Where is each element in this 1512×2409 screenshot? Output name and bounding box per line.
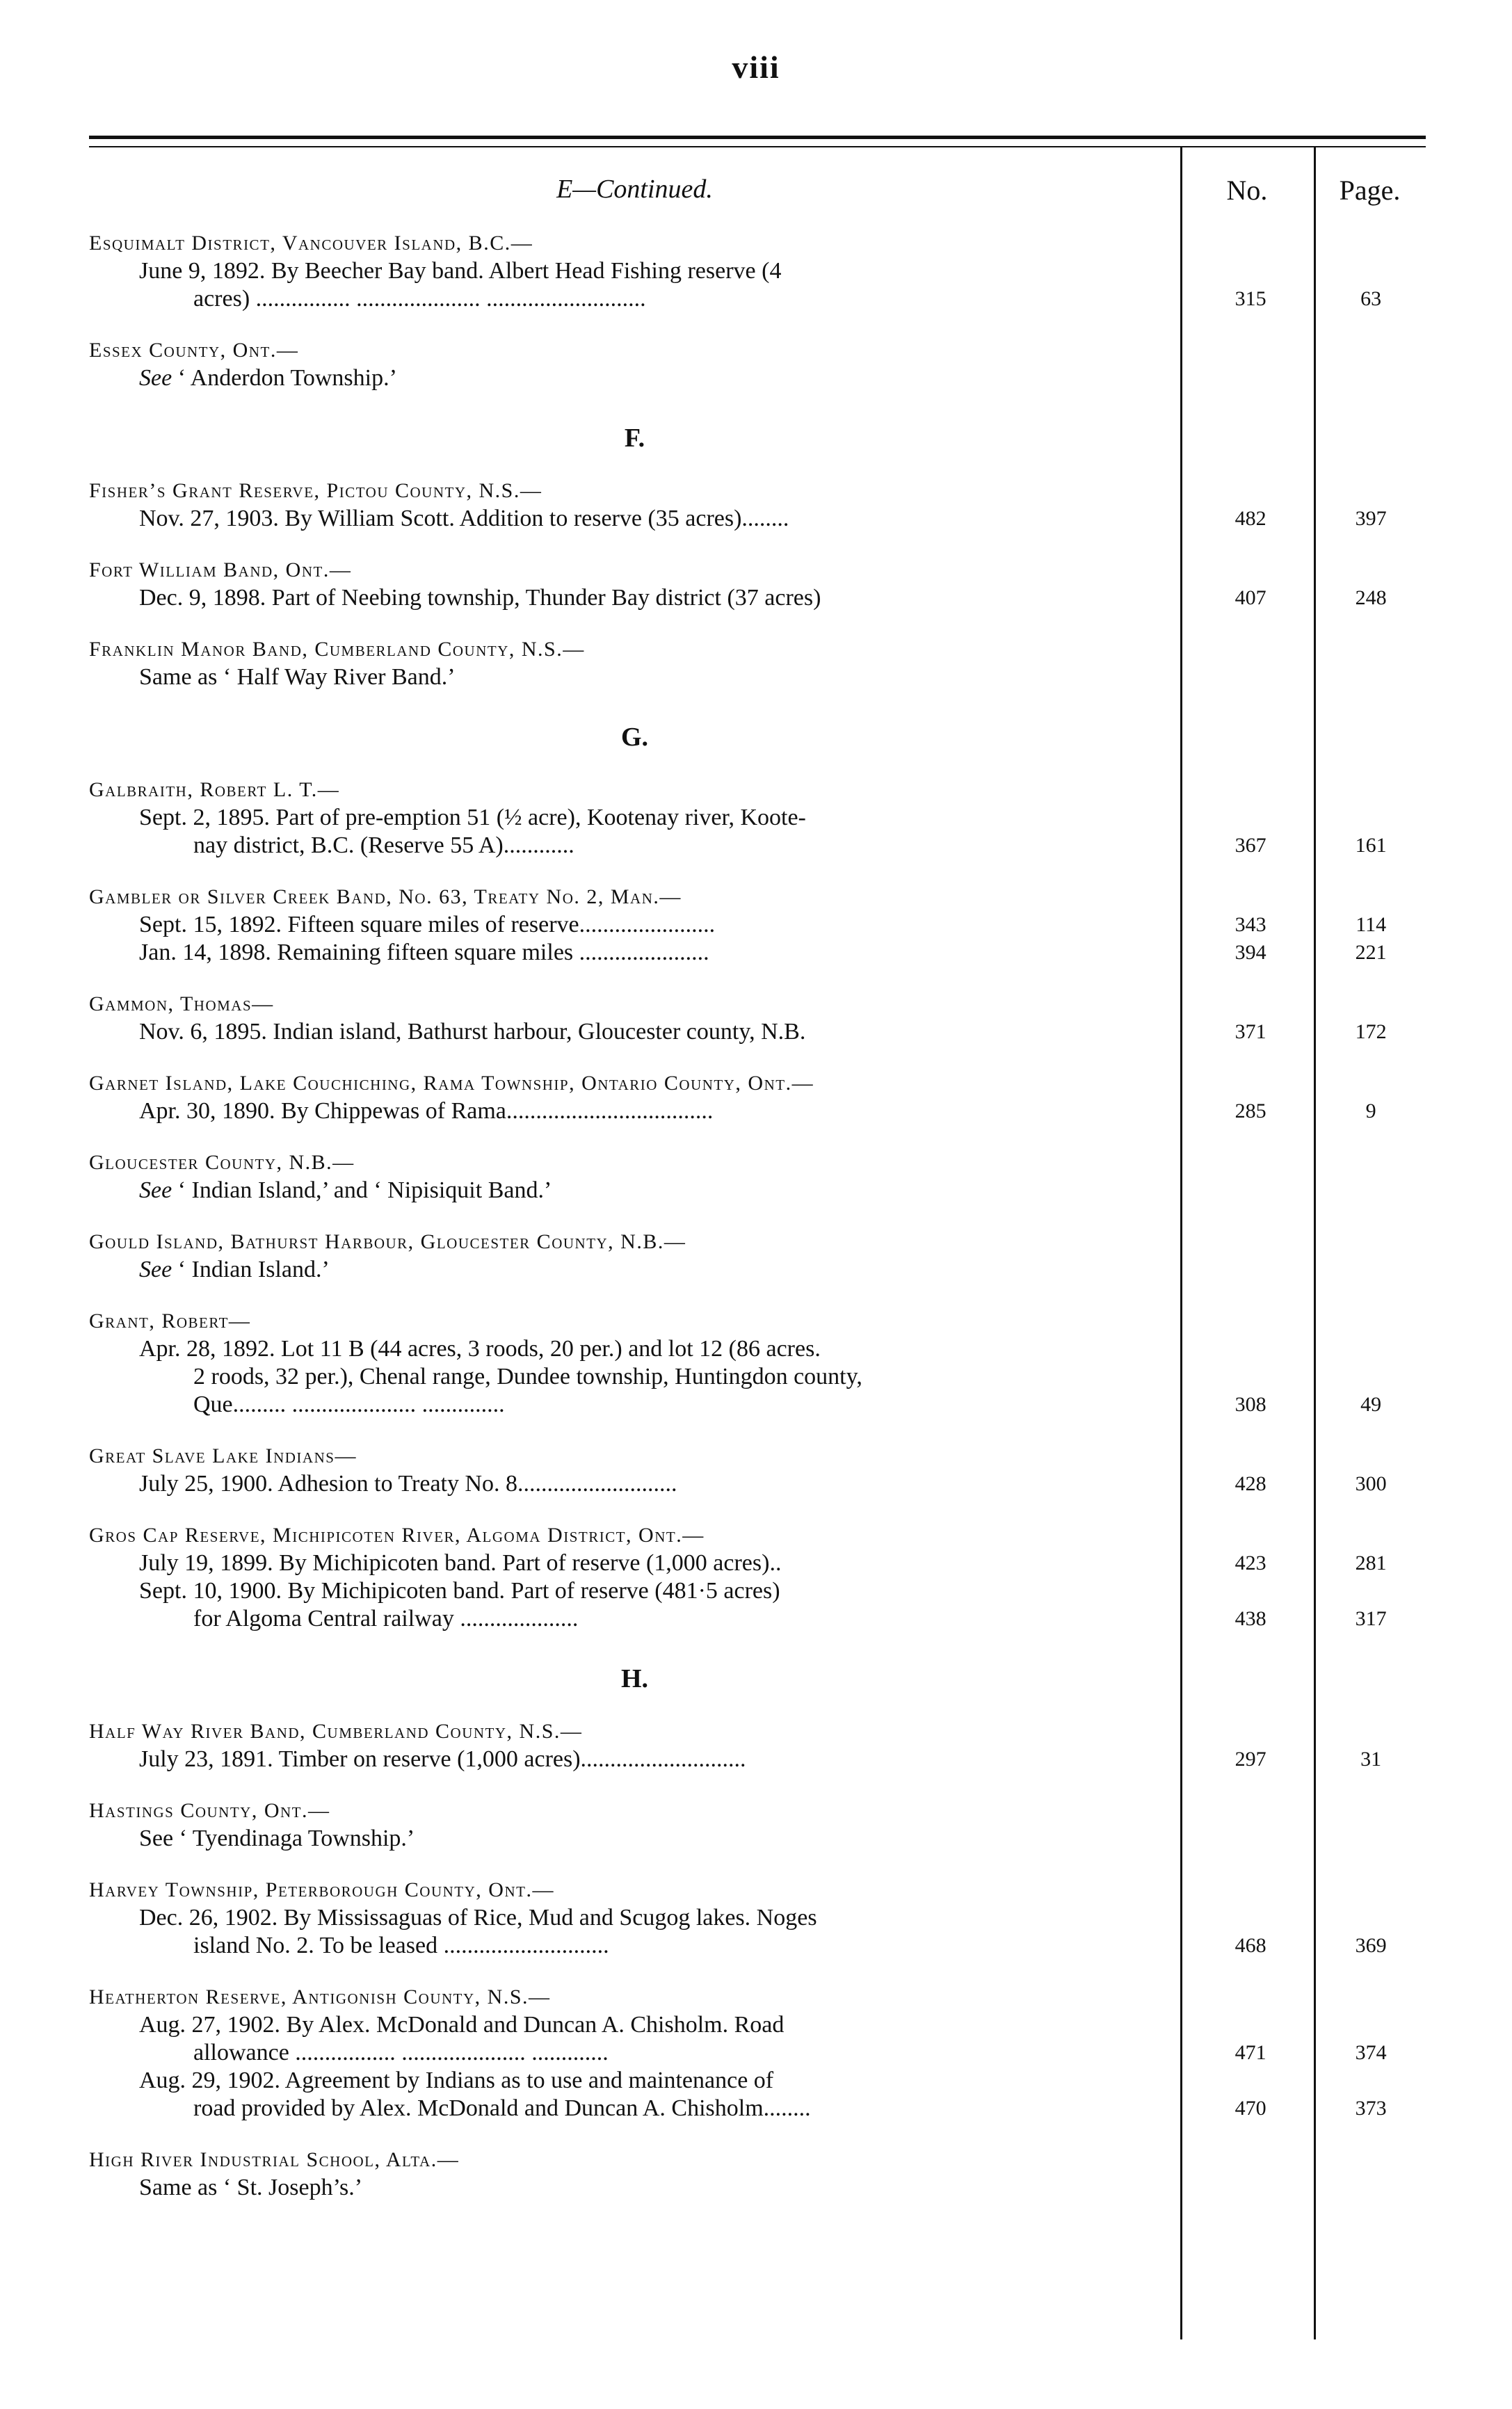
- index-entry: [89, 776, 1426, 860]
- entry-line: [89, 1577, 1426, 1633]
- index-entry: [89, 1307, 1426, 1419]
- entry-text: [89, 2067, 1185, 2122]
- document-number: 343: [1234, 913, 1266, 936]
- page-reference: 374: [1355, 2041, 1387, 2064]
- column-header: [89, 174, 1426, 229]
- entry-line: [89, 2011, 1426, 2067]
- entry-description: June 9, 1892. By Beecher Bay band. Albert Head Fishing reserve (4: [139, 258, 782, 284]
- entry-text: [89, 1577, 1185, 1633]
- entry-text: [89, 804, 1185, 860]
- index-entry: [89, 337, 1426, 392]
- page-number: viii: [732, 49, 780, 85]
- page-reference: 161: [1355, 834, 1387, 857]
- entry-line: [89, 1549, 1426, 1577]
- page-reference: 9: [1365, 1099, 1376, 1122]
- entry-heading: Franklin Manor Band, Cumberland County, N.S.—: [89, 638, 585, 661]
- index-entry: [89, 477, 1426, 533]
- header-rule: [89, 136, 1426, 139]
- entry-line: [89, 1097, 1426, 1125]
- entry-text: [89, 1335, 1185, 1419]
- entry-description: July 23, 1891. Timber on reserve (1,000 acres)............................: [139, 1746, 746, 1772]
- entry-continuation: allowance ................. ..................... .............: [193, 2040, 609, 2065]
- index-entry: [89, 1149, 1426, 1204]
- entry-continuation: acres) ................ ..................... ...........................: [193, 286, 646, 312]
- entry-text: [89, 1904, 1185, 1960]
- entry-heading: Gambler or Silver Creek Band, No. 63, Treaty No. 2, Man.—: [89, 885, 682, 908]
- entry-line: [89, 939, 1426, 967]
- section-continued-title: E—Continued.: [556, 175, 713, 204]
- document-number: 371: [1234, 1020, 1266, 1043]
- entry-line: [89, 1746, 1426, 1773]
- document-number: 367: [1234, 834, 1266, 857]
- entry-line: [89, 257, 1426, 313]
- index-entry: [89, 883, 1426, 967]
- entry-heading: Esquimalt District, Vancouver Island, B.C.—: [89, 232, 533, 255]
- entry-heading: Half Way River Band, Cumberland County, N.S.—: [89, 1720, 583, 1743]
- entry-description: Sept. 10, 1900. By Michipicoten band. Part of reserve (481·5 acres): [139, 1578, 780, 1604]
- entry-line: [89, 804, 1426, 860]
- entry-heading: Hastings County, Ont.—: [89, 1799, 330, 1822]
- entry-line: [89, 1018, 1426, 1046]
- document-number: 308: [1234, 1393, 1266, 1416]
- entry-heading: Gammon, Thomas—: [89, 992, 274, 1015]
- section-letter: H.: [620, 1664, 649, 1693]
- entry-text: [89, 1746, 1185, 1773]
- index-entry: [89, 2146, 1426, 2202]
- entry-description: Apr. 30, 1890. By Chippewas of Rama...................................: [139, 1098, 714, 1124]
- entry-continuation: for Algoma Central railway ....................: [193, 1606, 579, 1631]
- page-reference: 397: [1355, 507, 1387, 530]
- entry-description: See ‘ Tyendinaga Township.’: [139, 1826, 415, 1851]
- index-entry: [89, 636, 1426, 691]
- entry-description: Nov. 6, 1895. Indian island, Bathurst harbour, Gloucester county, N.B.: [139, 1019, 806, 1045]
- entry-continuation: Que......... ..................... ..............: [193, 1392, 505, 1417]
- entry-text: [89, 505, 1185, 533]
- entry-text: [89, 2174, 1185, 2202]
- page-reference: 114: [1356, 913, 1387, 936]
- entry-text: [89, 939, 1185, 967]
- document-number: 407: [1234, 586, 1266, 609]
- entry-text: [89, 1097, 1185, 1125]
- entry-description: Same as ‘ St. Joseph’s.’: [139, 2175, 363, 2200]
- entry-description: Sept. 2, 1895. Part of pre-emption 51 (½ acre), Kootenay river, Koote-: [139, 805, 806, 830]
- entry-description: ‘ Indian Island.’: [172, 1257, 330, 1282]
- entry-heading: Great Slave Lake Indians—: [89, 1444, 357, 1467]
- page-reference: 281: [1355, 1552, 1387, 1574]
- entry-description: ‘ Anderdon Township.’: [172, 365, 397, 391]
- entry-heading: Gros Cap Reserve, Michipicoten River, Algoma District, Ont.—: [89, 1524, 705, 1547]
- index-entry: [89, 1442, 1426, 1498]
- entry-heading: Grant, Robert—: [89, 1310, 251, 1332]
- document-number: 285: [1234, 1099, 1266, 1122]
- entry-line: [89, 584, 1426, 612]
- entry-description: Apr. 28, 1892. Lot 11 B (44 acres, 3 roods, 20 per.) and lot 12 (86 acres.: [139, 1336, 821, 1362]
- entry-heading: High River Industrial School, Alta.—: [89, 2148, 460, 2171]
- entry-line: [89, 505, 1426, 533]
- entry-description: Jan. 14, 1898. Remaining fifteen square miles ......................: [139, 940, 709, 965]
- document-number: 482: [1234, 507, 1266, 530]
- document-number: 428: [1234, 1472, 1266, 1495]
- index-entry: [89, 1983, 1426, 2122]
- entry-heading: Harvey Township, Peterborough County, Ont.—: [89, 1878, 554, 1901]
- entry-continuation: 2 roods, 32 per.), Chenal range, Dundee township, Huntingdon county,: [193, 1364, 862, 1389]
- entry-heading: Galbraith, Robert L. T.—: [89, 778, 340, 801]
- entry-description: Nov. 27, 1903. By William Scott. Addition to reserve (35 acres)........: [139, 506, 789, 531]
- entry-text: [89, 257, 1185, 313]
- index-sections: [89, 229, 1426, 2202]
- page-reference: 369: [1355, 1934, 1387, 1957]
- index-entry: [89, 990, 1426, 1046]
- entry-line: [89, 1904, 1426, 1960]
- entry-line: [89, 364, 1426, 392]
- entry-heading: Fisher’s Grant Reserve, Pictou County, N.S.—: [89, 479, 542, 502]
- section-letter: G.: [620, 723, 649, 752]
- entry-line: [89, 1825, 1426, 1853]
- entry-text: [89, 1177, 1185, 1204]
- entry-continuation: road provided by Alex. McDonald and Duncan A. Chisholm........: [193, 2095, 811, 2121]
- page-reference: 49: [1360, 1393, 1382, 1416]
- document-number: 468: [1234, 1934, 1266, 1957]
- page-column-header: Page.: [1339, 175, 1401, 206]
- entry-text: [89, 663, 1185, 691]
- page-reference: 31: [1360, 1748, 1382, 1771]
- see-reference: See: [139, 1257, 172, 1282]
- document-number: 438: [1234, 1607, 1266, 1630]
- entry-description: Dec. 26, 1902. By Mississaguas of Rice, Mud and Scugog lakes. Noges: [139, 1905, 817, 1931]
- entry-heading: Essex County, Ont.—: [89, 339, 299, 362]
- entry-line: [89, 663, 1426, 691]
- entry-line: [89, 1177, 1426, 1204]
- no-column-header: No.: [1226, 175, 1268, 206]
- header-rule-thin: [89, 146, 1426, 147]
- entry-heading: Gloucester County, N.B.—: [89, 1151, 355, 1174]
- entry-heading: Gould Island, Bathurst Harbour, Gloucester County, N.B.—: [89, 1230, 686, 1253]
- entry-description: July 19, 1899. By Michipicoten band. Part of reserve (1,000 acres)..: [139, 1550, 782, 1576]
- index-entry: [89, 556, 1426, 612]
- entry-text: [89, 1256, 1185, 1284]
- see-reference: See: [139, 1177, 172, 1203]
- section-letter: F.: [624, 424, 645, 453]
- document-number: 394: [1234, 941, 1266, 964]
- index-content: [89, 174, 1426, 2225]
- entry-heading: Garnet Island, Lake Couchiching, Rama Township, Ontario County, Ont.—: [89, 1072, 814, 1095]
- page-reference: 221: [1355, 941, 1387, 964]
- page-reference: 172: [1355, 1020, 1387, 1043]
- document-number: 471: [1234, 2041, 1266, 2064]
- entry-text: [89, 364, 1185, 392]
- entry-text: [89, 1018, 1185, 1046]
- page-reference: 317: [1355, 1607, 1387, 1630]
- entry-text: [89, 1549, 1185, 1577]
- document-number: 297: [1234, 1748, 1266, 1771]
- entry-text: [89, 2011, 1185, 2067]
- entry-line: [89, 2174, 1426, 2202]
- entry-line: [89, 1256, 1426, 1284]
- document-number: 315: [1234, 287, 1266, 310]
- entry-line: [89, 2067, 1426, 2122]
- entry-continuation: island No. 2. To be leased ............................: [193, 1933, 609, 1958]
- entry-description: Dec. 9, 1898. Part of Neebing township, Thunder Bay district (37 acres): [139, 585, 821, 611]
- index-entry: [89, 1718, 1426, 1773]
- entry-description: Same as ‘ Half Way River Band.’: [139, 664, 456, 690]
- page-reference: 248: [1355, 586, 1387, 609]
- index-entry: [89, 1228, 1426, 1284]
- document-number: 470: [1234, 2097, 1266, 2120]
- entry-line: [89, 911, 1426, 939]
- index-entry: [89, 1522, 1426, 1633]
- document-number: 423: [1234, 1552, 1266, 1574]
- entry-continuation: nay district, B.C. (Reserve 55 A)............: [193, 832, 574, 858]
- page-reference: 300: [1355, 1472, 1387, 1495]
- entry-description: July 25, 1900. Adhesion to Treaty No. 8...........................: [139, 1471, 677, 1497]
- entry-text: [89, 1825, 1185, 1853]
- entry-description: ‘ Indian Island,’ and ‘ Nipisiquit Band.’: [172, 1177, 552, 1203]
- entry-heading: Heatherton Reserve, Antigonish County, N.S.—: [89, 1985, 551, 2008]
- see-reference: See: [139, 365, 172, 391]
- page-reference: 373: [1355, 2097, 1387, 2120]
- entry-description: Sept. 15, 1892. Fifteen square miles of reserve.......................: [139, 912, 716, 937]
- index-entry: [89, 1070, 1426, 1125]
- entry-heading: Fort William Band, Ont.—: [89, 558, 352, 581]
- entry-text: [89, 584, 1185, 612]
- index-entry: [89, 229, 1426, 313]
- index-entry: [89, 1876, 1426, 1960]
- entry-description: Aug. 29, 1902. Agreement by Indians as to use and maintenance of: [139, 2068, 774, 2093]
- index-entry: [89, 1797, 1426, 1853]
- entry-text: [89, 1470, 1185, 1498]
- entry-description: Aug. 27, 1902. By Alex. McDonald and Duncan A. Chisholm. Road: [139, 2012, 785, 2038]
- entry-text: [89, 911, 1185, 939]
- page-reference: 63: [1360, 287, 1382, 310]
- entry-line: [89, 1470, 1426, 1498]
- entry-line: [89, 1335, 1426, 1419]
